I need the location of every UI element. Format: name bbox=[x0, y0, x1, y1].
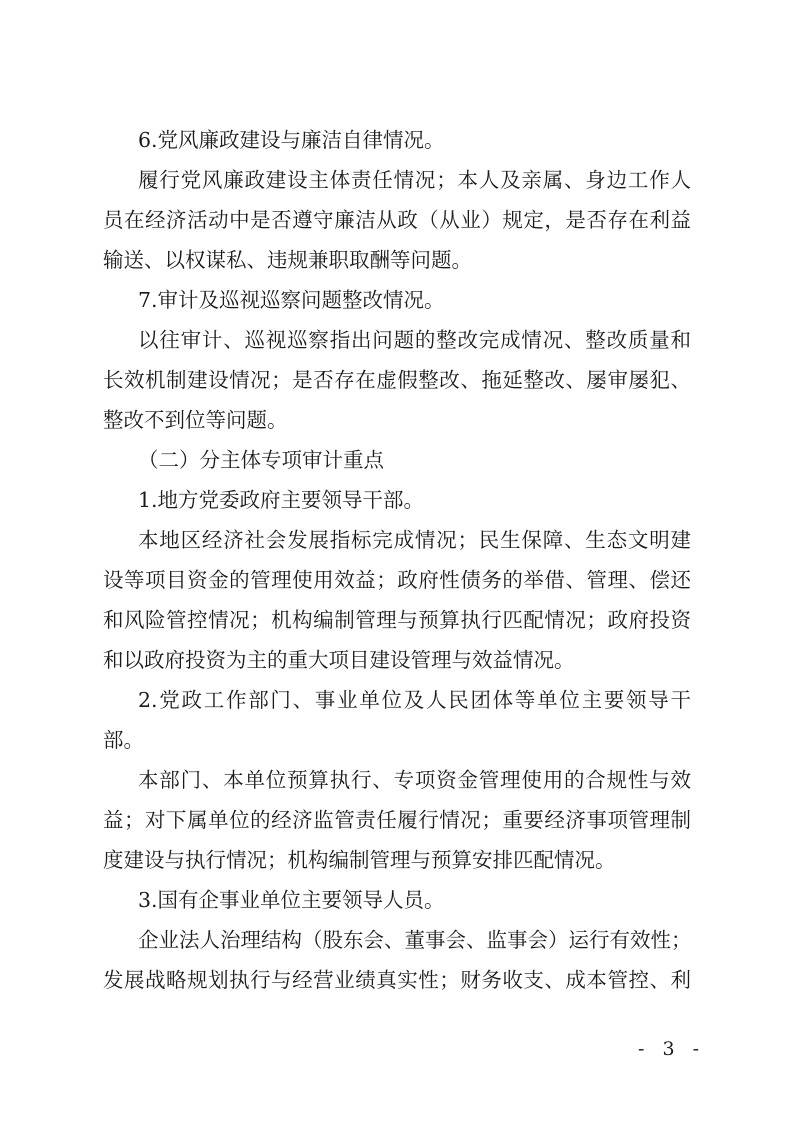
section-heading-line: 1.地方党委政府主要领导干部。 bbox=[138, 488, 425, 512]
section-heading-line: 7.审计及巡视巡察问题整改情况。 bbox=[138, 288, 445, 312]
paragraph-line: 和风险管控情况；机构编制管理与预算执行匹配情况；政府投资 bbox=[103, 608, 691, 632]
paragraph-line: 以往审计、巡视巡察指出问题的整改完成情况、整改质量和 bbox=[138, 328, 691, 352]
paragraph-line: 本地区经济社会发展指标完成情况；民生保障、生态文明建 bbox=[138, 528, 691, 552]
paragraph-line: 度建设与执行情况；机构编制管理与预算安排匹配情况。 bbox=[103, 848, 616, 872]
paragraph-line: 员在经济活动中是否遵守廉洁从政（从业）规定，是否存在利益 bbox=[103, 208, 691, 232]
paragraph-line: 发展战略规划执行与经营业绩真实性；财务收支、成本管控、利 bbox=[103, 968, 691, 992]
paragraph-line: 长效机制建设情况；是否存在虚假整改、拖延整改、屡审屡犯、 bbox=[103, 368, 691, 392]
paragraph-line: 本部门、本单位预算执行、专项资金管理使用的合规性与效 bbox=[138, 768, 691, 792]
paragraph-line: 益；对下属单位的经济监管责任履行情况；重要经济事项管理制 bbox=[103, 808, 691, 832]
paragraph-line: 设等项目资金的管理使用效益；政府性债务的举借、管理、偿还 bbox=[103, 568, 691, 592]
paragraph-line: 企业法人治理结构（股东会、董事会、监事会）运行有效性； bbox=[138, 928, 692, 952]
section-heading-line: 部。 bbox=[103, 728, 144, 752]
section-heading-line: 3.国有企事业单位主要领导人员。 bbox=[138, 888, 445, 912]
section-heading-line: （二）分主体专项审计重点 bbox=[138, 448, 384, 472]
paragraph-line: 整改不到位等问题。 bbox=[103, 408, 288, 432]
section-heading-line: 6.党风廉政建设与廉洁自律情况。 bbox=[138, 128, 445, 152]
paragraph-line: 履行党风廉政建设主体责任情况；本人及亲属、身边工作人 bbox=[138, 168, 691, 192]
paragraph-line: 输送、以权谋私、违规兼职取酬等问题。 bbox=[103, 248, 472, 272]
paragraph-line: 和以政府投资为主的重大项目建设管理与效益情况。 bbox=[103, 648, 575, 672]
section-heading-line: 2.党政工作部门、事业单位及人民团体等单位主要领导干 bbox=[138, 688, 691, 712]
page-number: - 3 - bbox=[638, 1038, 706, 1060]
